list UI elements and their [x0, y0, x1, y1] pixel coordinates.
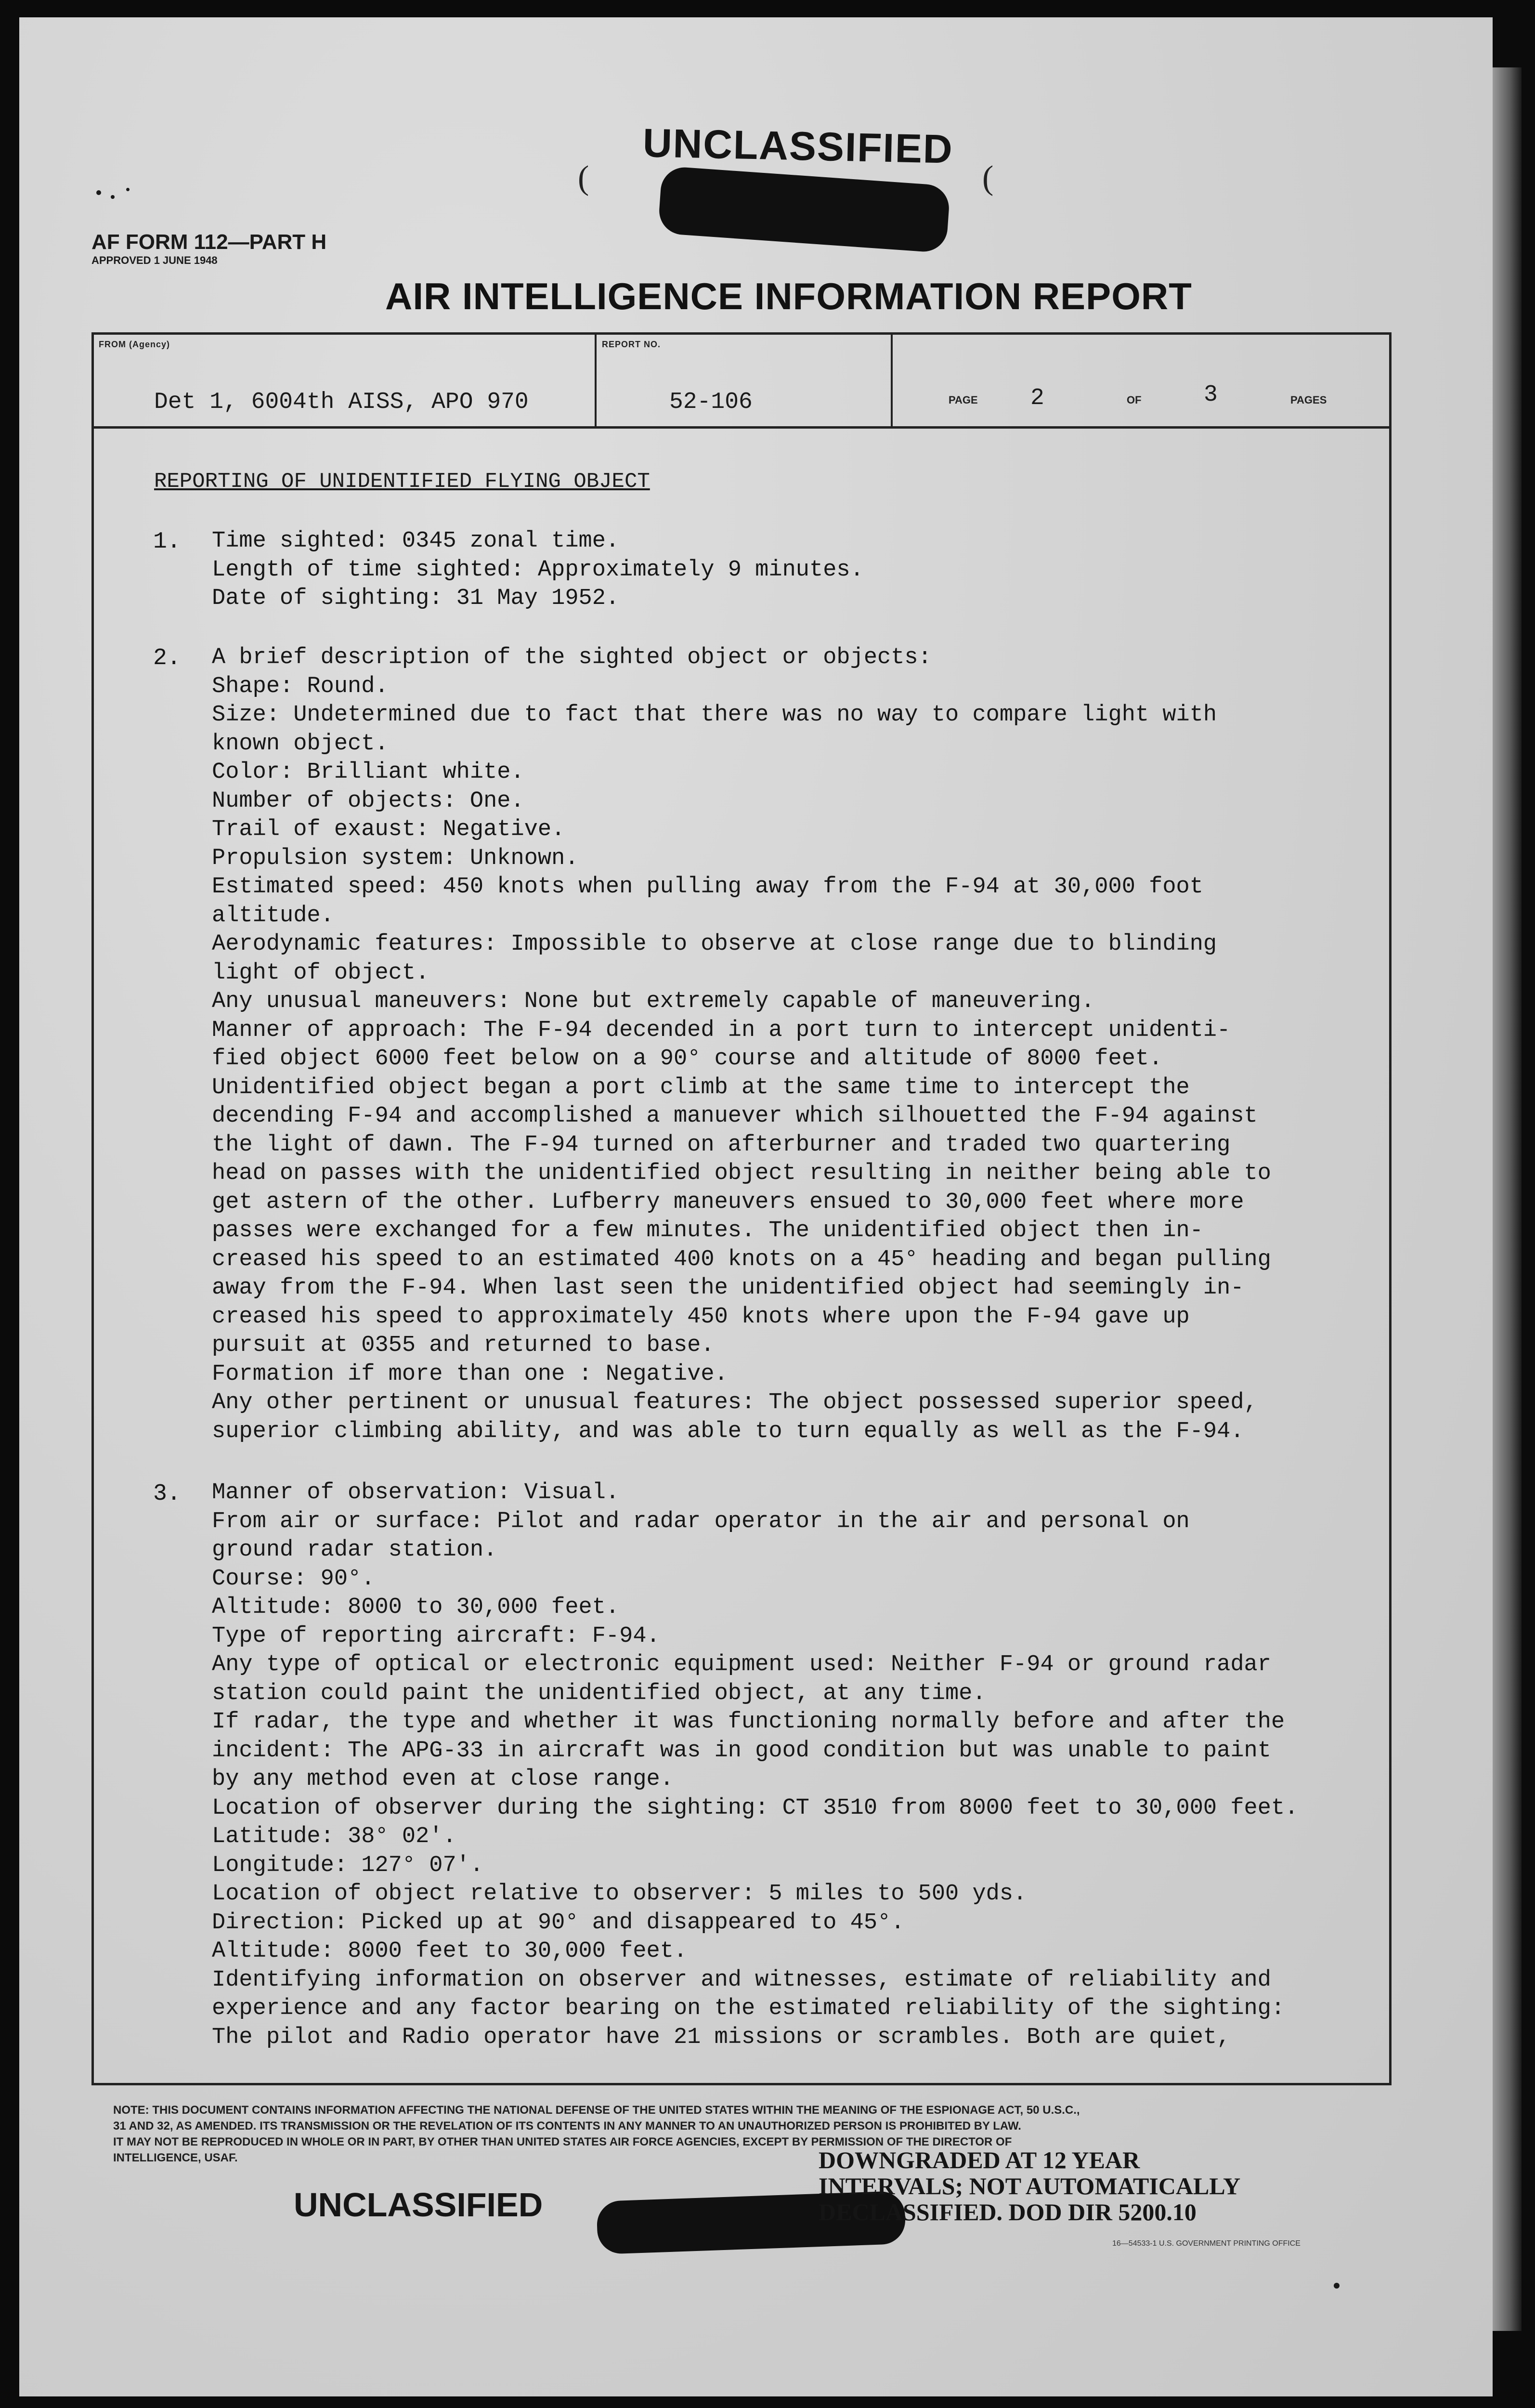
note-line: NOTE: THIS DOCUMENT CONTAINS INFORMATION AFFECTING THE NATIONAL DEFENSE OF THE UNITED STATES WITHIN THE MEANING OF THE ESPIONAGE ACT, 50 U.S.C., — [113, 2104, 1080, 2117]
text-line: The pilot and Radio operator have 21 missions or scrambles. Both are quiet, — [212, 2024, 1231, 2050]
text-line: light of object. — [212, 960, 429, 986]
text-line: Altitude: 8000 feet to 30,000 feet. — [212, 1938, 688, 1964]
text-line: Any other pertinent or unusual features: The object possessed superior speed, — [212, 1390, 1258, 1415]
text-line: superior climbing ability, and was able to turn equally as well as the F-94. — [212, 1418, 1244, 1444]
text-line: Manner of approach: The F-94 decended in a port turn to intercept unidenti- — [212, 1017, 1231, 1043]
text-line: Manner of observation: Visual. — [212, 1480, 620, 1505]
text-line: Propulsion system: Unknown. — [212, 845, 579, 871]
pages-label: PAGES — [1290, 394, 1327, 406]
text-line: Time sighted: 0345 zonal time. — [212, 528, 620, 554]
from-value: Det 1, 6004th AISS, APO 970 — [154, 389, 529, 415]
text-line: Aerodynamic features: Impossible to observe at close range due to blinding — [212, 931, 1217, 957]
punch-mark — [1334, 2283, 1340, 2289]
text-line: A brief description of the sighted object or objects: — [212, 645, 932, 670]
report-title: AIR INTELLIGENCE INFORMATION REPORT — [385, 275, 1192, 317]
text-line: the light of dawn. The F-94 turned on afterburner and traded two quartering — [212, 1132, 1231, 1158]
margin-mark-left: ( — [578, 159, 589, 196]
text-line: Shape: Round. — [212, 673, 389, 699]
text-line: creased his speed to approximately 450 knots where upon the F-94 gave up — [212, 1304, 1190, 1330]
from-label: FROM (Agency) — [99, 340, 170, 349]
downgrade-line: INTERVALS; NOT AUTOMATICALLY — [819, 2172, 1241, 2199]
form-approved-date: APPROVED 1 JUNE 1948 — [91, 254, 218, 266]
text-line: known object. — [212, 731, 389, 757]
report-no-value: 52-106 — [669, 389, 753, 415]
text-line: Type of reporting aircraft: F-94. — [212, 1623, 660, 1649]
header-divider — [595, 332, 597, 429]
text-line: Trail of exaust: Negative. — [212, 817, 565, 842]
of-label: OF — [1127, 394, 1142, 406]
text-line: incident: The APG-33 in aircraft was in good condition but was unable to paint — [212, 1738, 1271, 1764]
text-line: decending F-94 and accomplished a manuever which silhouetted the F-94 against — [212, 1103, 1258, 1129]
text-line: Estimated speed: 450 knots when pulling away from the F-94 at 30,000 foot — [212, 874, 1203, 900]
text-line: Direction: Picked up at 90° and disappeared to 45°. — [212, 1910, 905, 1936]
text-line: passes were exchanged for a few minutes. The unidentified object then in- — [212, 1218, 1203, 1243]
text-line: Unidentified object began a port climb at the same time to intercept the — [212, 1074, 1190, 1100]
legal-note — [113, 2102, 1471, 2166]
note-line: INTELLIGENCE, USAF. — [113, 2151, 238, 2164]
classification-top: UNCLASSIFIED — [642, 120, 954, 172]
text-line: get astern of the other. Lufberry maneuvers ensued to 30,000 feet where more — [212, 1189, 1244, 1215]
text-line: Any type of optical or electronic equipment used: Neither F-94 or ground radar — [212, 1652, 1271, 1677]
text-line: head on passes with the unidentified object resulting in neither being able to — [212, 1161, 1271, 1186]
text-line: Any unusual maneuvers: None but extremely capable of maneuvering. — [212, 989, 1095, 1014]
text-line: creased his speed to an estimated 400 knots on a 45° heading and began pulling — [212, 1246, 1271, 1272]
text-line: Date of sighting: 31 May 1952. — [212, 586, 620, 611]
text-line: Latitude: 38° 02'. — [212, 1824, 456, 1849]
downgrade-stamp — [819, 2147, 1240, 2225]
header-divider — [891, 332, 893, 429]
downgrade-line: DOWNGRADED AT 12 YEAR — [819, 2146, 1140, 2173]
note-line: 31 AND 32, AS AMENDED. ITS TRANSMISSION OR THE REVELATION OF ITS CONTENTS IN ANY MANNER TO AN UNAUTHORIZED PERSON IS PROHIBITED BY LAW. — [113, 2120, 1021, 2133]
punch-mark — [126, 188, 130, 191]
section-3 — [212, 1479, 1387, 2052]
text-line: Formation if more than one : Negative. — [212, 1361, 728, 1387]
form-identifier: AF FORM 112—PART H — [91, 230, 327, 254]
section-number: 1. — [153, 529, 181, 555]
section-1 — [212, 527, 1387, 613]
text-line: ground radar station. — [212, 1537, 497, 1563]
report-no-label: REPORT NO. — [602, 340, 661, 349]
section-number: 2. — [153, 645, 181, 671]
text-line: Number of objects: One. — [212, 788, 524, 814]
text-line: pursuit at 0355 and returned to base. — [212, 1333, 715, 1358]
text-line: Length of time sighted: Approximately 9 minutes. — [212, 557, 864, 583]
text-line: Altitude: 8000 to 30,000 feet. — [212, 1595, 620, 1620]
text-line: If radar, the type and whether it was functioning normally before and after the — [212, 1709, 1285, 1735]
section-number: 3. — [153, 1481, 181, 1507]
of-value: 3 — [1204, 382, 1218, 408]
punch-mark — [111, 195, 115, 199]
page-edge-shadow — [1493, 67, 1522, 2331]
page-label: PAGE — [949, 394, 978, 406]
section-2 — [212, 643, 1387, 1446]
gpo-imprint: 16—54533-1 U.S. GOVERNMENT PRINTING OFFICE — [1112, 2239, 1301, 2248]
text-line: station could paint the unidentified object, at any time. — [212, 1680, 986, 1706]
text-line: by any method even at close range. — [212, 1767, 674, 1792]
note-line: IT MAY NOT BE REPRODUCED IN WHOLE OR IN PART, BY OTHER THAN UNITED STATES AIR FORCE AGENCIES, EXCEPT BY PERMISSION OF THE DIRECTOR OF — [113, 2135, 1012, 2148]
text-line: Identifying information on observer and witnesses, estimate of reliability and — [212, 1967, 1271, 1993]
text-line: Color: Brilliant white. — [212, 759, 524, 785]
punch-mark — [96, 190, 101, 195]
text-line: away from the F-94. When last seen the unidentified object had seemingly in- — [212, 1275, 1244, 1301]
text-line: fied object 6000 feet below on a 90° course and altitude of 8000 feet. — [212, 1046, 1163, 1072]
classification-bottom: UNCLASSIFIED — [294, 2186, 543, 2224]
text-line: Size: Undetermined due to fact that there was no way to compare light with — [212, 702, 1217, 728]
margin-mark-right: ( — [982, 159, 994, 196]
text-line: Location of object relative to observer: 5 miles to 500 yds. — [212, 1881, 1027, 1907]
page-value: 2 — [1030, 385, 1044, 411]
text-line: Location of observer during the sighting: CT 3510 from 8000 feet to 30,000 feet. — [212, 1795, 1299, 1821]
report-subject: REPORTING OF UNIDENTIFIED FLYING OBJECT — [154, 470, 650, 494]
text-line: altitude. — [212, 903, 334, 929]
text-line: From air or surface: Pilot and radar operator in the air and personal on — [212, 1508, 1190, 1534]
text-line: Course: 90°. — [212, 1566, 375, 1592]
text-line: Longitude: 127° 07'. — [212, 1852, 484, 1878]
downgrade-line: DECLASSIFIED. DOD DIR 5200.10 — [819, 2199, 1197, 2225]
text-line: experience and any factor bearing on the estimated reliability of the sighting: — [212, 1996, 1285, 2021]
